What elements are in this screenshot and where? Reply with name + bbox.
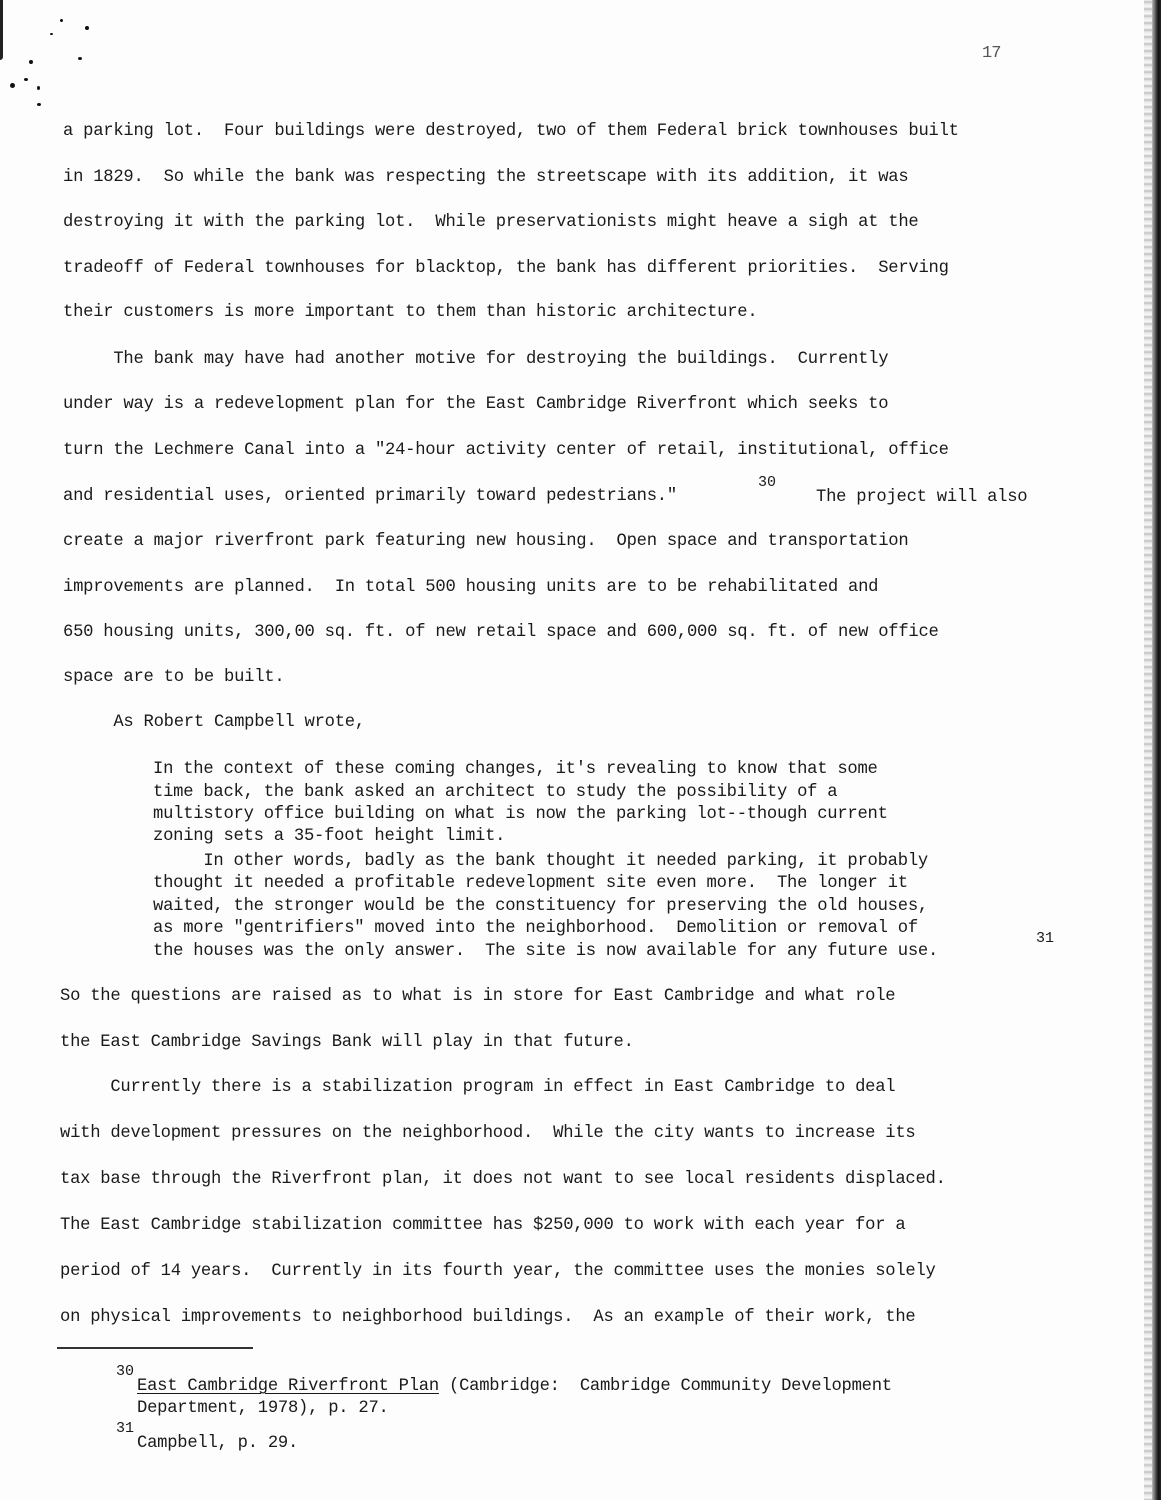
quote-line: In other words, badly as the bank thought it needed parking, it probably bbox=[153, 852, 928, 871]
body-line: So the questions are raised as to what is in store for East Cambridge and what role bbox=[60, 987, 896, 1006]
page-number: 17 bbox=[982, 44, 1001, 63]
quote-line: as more "gentrifiers" moved into the neighborhood. Demolition or removal of bbox=[153, 919, 918, 938]
body-line: improvements are planned. In total 500 housing units are to be rehabilitated and bbox=[63, 578, 879, 597]
body-line: in 1829. So while the bank was respecting the streetscape with its addition, it was bbox=[63, 168, 909, 187]
body-line: with development pressures on the neighborhood. While the city wants to increase its bbox=[60, 1124, 916, 1143]
scan-speck bbox=[29, 60, 33, 64]
paragraph-start: The bank may have had another motive for destroying the buildings. Currently bbox=[63, 350, 889, 369]
scan-speck bbox=[60, 19, 63, 22]
body-line: their customers is more important to them than historic architecture. bbox=[63, 303, 758, 322]
body-line: create a major riverfront park featuring new housing. Open space and transportation bbox=[63, 532, 909, 551]
body-line: tax base through the Riverfront plan, it does not want to see local residents displaced. bbox=[60, 1170, 946, 1189]
scan-speck bbox=[50, 33, 53, 35]
scan-speck bbox=[78, 57, 82, 60]
footnote-text: (Cambridge: Cambridge Community Development bbox=[438, 1377, 892, 1396]
footnote-text: Department, 1978), p. 27. bbox=[137, 1399, 389, 1418]
quote-line: waited, the stronger would be the constituency for preserving the old houses, bbox=[153, 897, 928, 916]
footnote-ref-30: 30 bbox=[758, 474, 777, 491]
quote-line: In the context of these coming changes, it's revealing to know that some bbox=[153, 760, 878, 779]
footnote-number: 30 bbox=[116, 1363, 135, 1380]
quote-intro: As Robert Campbell wrote, bbox=[63, 713, 365, 732]
body-line: under way is a redevelopment plan for the East Cambridge Riverfront which seeks to bbox=[63, 395, 889, 414]
body-line: 650 housing units, 300,00 sq. ft. of new retail space and 600,000 sq. ft. of new office bbox=[63, 623, 939, 642]
footnote-ref-31: 31 bbox=[1036, 930, 1055, 947]
paragraph-start: Currently there is a stabilization program in effect in East Cambridge to deal bbox=[60, 1078, 896, 1097]
footnote-31: Campbell, p. 29. bbox=[137, 1434, 299, 1453]
scan-speck bbox=[85, 26, 89, 30]
body-line: space are to be built. bbox=[63, 668, 285, 687]
scan-speck bbox=[24, 78, 28, 81]
scan-edge-shadow bbox=[1144, 0, 1152, 1500]
quote-line: zoning sets a 35-foot height limit. bbox=[153, 827, 506, 846]
body-text: and residential uses, oriented primarily toward pedestrians." bbox=[63, 487, 677, 506]
body-line: on physical improvements to neighborhood buildings. As an example of their work, the bbox=[60, 1308, 916, 1327]
body-line: destroying it with the parking lot. While preservationists might heave a sigh at the bbox=[63, 213, 919, 232]
body-line: turn the Lechmere Canal into a "24-hour activity center of retail, institutional, office bbox=[63, 441, 949, 460]
body-text: The project will also bbox=[816, 488, 1028, 507]
scan-edge-right bbox=[1152, 0, 1161, 1500]
scan-edge-left bbox=[0, 0, 3, 60]
quote-line: the houses was the only answer. The site is now available for any future use. bbox=[153, 942, 939, 961]
scan-speck bbox=[37, 103, 41, 106]
scan-speck bbox=[37, 86, 40, 90]
body-line-note-30 bbox=[63, 486, 677, 508]
footnote-number: 31 bbox=[116, 1420, 135, 1437]
body-line: the East Cambridge Savings Bank will play in that future. bbox=[60, 1033, 634, 1052]
quote-line: thought it needed a profitable redevelopment site even more. The longer it bbox=[153, 874, 908, 893]
footnote-title: East Cambridge Riverfront Plan bbox=[137, 1377, 439, 1396]
scan-speck bbox=[10, 83, 15, 88]
body-line: period of 14 years. Currently in its fourth year, the committee uses the monies solely bbox=[60, 1262, 936, 1281]
quote-line: multistory office building on what is now the parking lot--though current bbox=[153, 805, 888, 824]
body-line: tradeoff of Federal townhouses for blacktop, the bank has different priorities. Serving bbox=[63, 259, 949, 278]
quote-line: time back, the bank asked an architect to study the possibility of a bbox=[153, 783, 838, 802]
body-line: a parking lot. Four buildings were destroyed, two of them Federal brick townhouses built bbox=[63, 122, 959, 141]
body-line: The East Cambridge stabilization committee has $250,000 to work with each year for a bbox=[60, 1216, 906, 1235]
footnote-30 bbox=[137, 1376, 892, 1398]
footnote-rule bbox=[57, 1347, 253, 1349]
